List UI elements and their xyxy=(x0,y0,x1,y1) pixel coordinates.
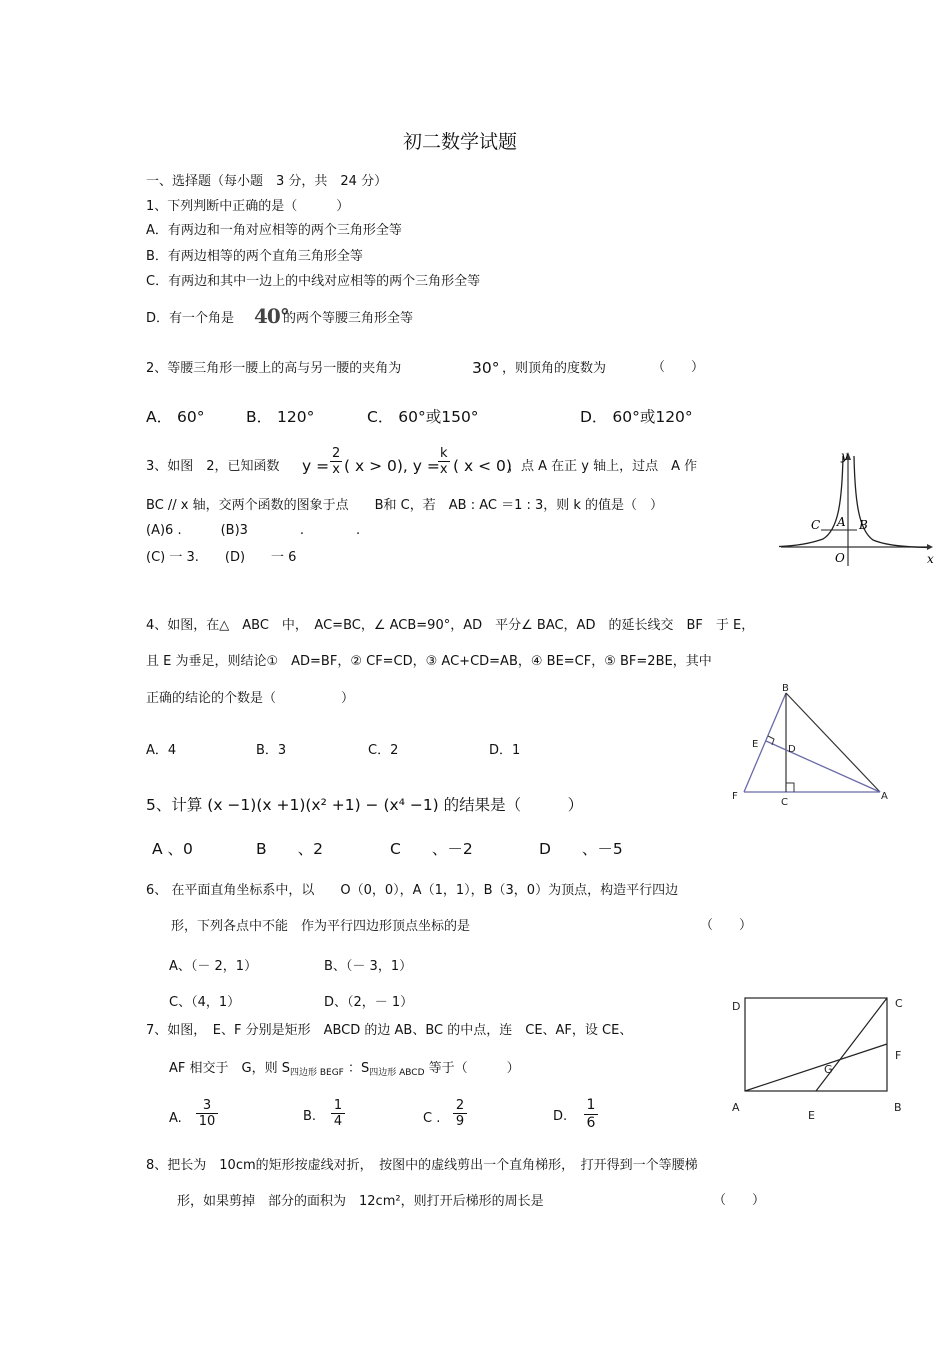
q2-option-b: B． 120° xyxy=(246,408,315,426)
q6-option-b: B、（－ 3，1） xyxy=(324,959,413,974)
q2-tail: ，则顶角的度数为 xyxy=(502,361,607,376)
q7-fraction-d xyxy=(584,1097,598,1132)
q1-option-d-suffix: 的两个等腰三角形全等 xyxy=(283,311,414,326)
q7-option-b: B. xyxy=(303,1109,317,1124)
q3-fraction-2 xyxy=(438,446,450,477)
angle-40-image: 40° xyxy=(254,304,289,328)
q2-option-a: A． 60° xyxy=(146,408,205,426)
q6-paren: （ ） xyxy=(700,918,753,933)
q7-fraction-c xyxy=(453,1098,467,1129)
numerator: 1 xyxy=(584,1097,598,1115)
q7-option-a: A. xyxy=(169,1111,182,1126)
denominator: 9 xyxy=(455,1114,465,1129)
q3-tail: ，点 A 在正 y 轴上，过点 A 作 xyxy=(508,459,698,474)
q8-line1: 8、把长为 10cm的矩形按虚线对折， 按图中的虚线剪出一个直角梯形， 打开得到一个等腰梯 xyxy=(146,1158,698,1173)
q1-option-b: B．有两边相等的两个直角三角形全等 xyxy=(146,249,363,264)
q1-stem: 1、下列判断中正确的是（ ） xyxy=(146,199,350,214)
fig7-c-label: C xyxy=(895,997,903,1010)
q3-y-eq: y = xyxy=(302,457,330,475)
q7-line2-prefix: AF 相交于 G，则 S xyxy=(169,1061,290,1076)
section-heading: 一、选择题（每小题 3 分，共 24 分） xyxy=(146,174,388,189)
q6-line2: 形，下列各点中不能 作为平行四边形顶点坐标的是 xyxy=(171,919,471,934)
q5-option-a: A 、0 xyxy=(152,840,193,858)
q7-sub2: 四边形 ABCD xyxy=(369,1068,425,1078)
numerator: k xyxy=(440,446,448,461)
q2-stem: 2、等腰三角形一腰上的高与另一腰的夹角为 xyxy=(146,361,402,376)
fig7-a-label: A xyxy=(732,1101,740,1114)
fig4-a-label: A xyxy=(881,791,888,802)
denominator: 10 xyxy=(198,1114,216,1129)
fig3-c-label: C xyxy=(811,518,821,532)
q3-fraction-1 xyxy=(330,446,342,477)
q1-option-c: C．有两边和其中一边上的中线对应相等的两个三角形全等 xyxy=(146,274,481,289)
q2-option-c: C． 60°或150° xyxy=(367,408,479,426)
q8-line2: 形，如果剪掉 部分的面积为 12cm²，则打开后梯形的周长是 xyxy=(177,1194,544,1209)
q7-rectangle-figure xyxy=(728,993,918,1123)
q3-line2: BC // x 轴，交两个函数的图象于点 B和 C，若 AB : AC ＝1 : 3，则 k 的值是（ ） xyxy=(146,498,664,513)
fig7-b-label: B xyxy=(894,1101,902,1114)
q4-option-b: B．3 xyxy=(256,743,287,758)
numerator: 2 xyxy=(453,1098,467,1114)
denominator: 6 xyxy=(586,1115,596,1131)
q2-paren: （ ） xyxy=(652,360,705,375)
q5-option-c: C 、－2 xyxy=(390,840,473,858)
q6-option-a: A、（－ 2，1） xyxy=(169,959,258,974)
q7-option-c: C . xyxy=(423,1111,441,1126)
q7-line2 xyxy=(169,1061,520,1081)
numerator: 3 xyxy=(196,1098,218,1114)
q5-option-b: B 、2 xyxy=(256,840,323,858)
q7-option-d: D. xyxy=(553,1109,568,1124)
fig4-e-label: E xyxy=(752,739,759,750)
numerator: 2 xyxy=(332,446,341,461)
numerator: 1 xyxy=(331,1098,345,1114)
q4-option-a: A．4 xyxy=(146,743,177,758)
fig3-o-label: O xyxy=(835,551,845,565)
fig4-d-label: D xyxy=(788,744,796,755)
fig4-c-label: C xyxy=(781,797,788,808)
fig7-d-label: D xyxy=(732,1000,741,1013)
fig7-e-label: E xyxy=(808,1109,815,1122)
q1-option-a: A．有两边和一角对应相等的两个三角形全等 xyxy=(146,223,402,238)
q7-line2-colon: ：S xyxy=(347,1061,370,1076)
q3-condition-2: ( x < 0) xyxy=(453,457,512,475)
fig7-g-label: G xyxy=(824,1063,833,1076)
q6-option-d: D、（2，－ 1） xyxy=(324,995,414,1010)
denominator: x xyxy=(332,462,340,477)
q5-option-d: D 、－5 xyxy=(539,840,623,858)
q6-option-c: C、（4，1） xyxy=(169,995,241,1010)
q4-option-d: D．1 xyxy=(489,743,521,758)
page-title: 初二数学试题 xyxy=(403,131,518,153)
q7-fraction-a xyxy=(196,1098,218,1129)
q4-line3: 正确的结论的个数是（ ） xyxy=(146,691,355,706)
q4-line2: 且 E 为垂足，则结论① AD=BF，② CF=CD，③ AC+CD=AB，④ BE=CF，⑤ BF=2BE，其中 xyxy=(146,654,712,669)
q5-stem: 5、计算 (x −1)(x +1)(x² +1) − (x⁴ −1) 的结果是（ ） xyxy=(146,796,584,814)
q7-sub1: 四边形 BEGF xyxy=(289,1068,344,1078)
denominator: 4 xyxy=(333,1114,343,1129)
q6-stem: 6、 在平面直角坐标系中，以 O（0，0），A（1，1），B（3，0）为顶点，构造平行四边 xyxy=(146,883,679,898)
fig3-y-label: y xyxy=(841,449,848,463)
q4-option-c: C．2 xyxy=(368,743,399,758)
fig3-a-label: A xyxy=(837,515,846,529)
fig4-f-label: F xyxy=(732,791,738,802)
fig3-b-label: B xyxy=(859,518,868,532)
q7-fraction-b xyxy=(331,1098,345,1129)
q3-prefix: 3、如图 2，已知函数 xyxy=(146,459,280,474)
fig4-b-label: B xyxy=(782,683,789,694)
q1-option-d-prefix: D．有一个角是 xyxy=(146,311,235,326)
q3-condition-1: ( x > 0), y = xyxy=(344,457,440,475)
q7-line2-suffix: 等于（ ） xyxy=(428,1061,520,1076)
q7-line1: 7、如图， E、F 分别是矩形 ABCD 的边 AB、BC 的中点，连 CE、AF，设 CE、 xyxy=(146,1023,633,1038)
q2-angle: 30° xyxy=(472,359,500,377)
fig3-x-label: x xyxy=(927,552,934,566)
fig7-f-label: F xyxy=(895,1049,902,1062)
q3-line3: (A)6 . (B)3 . . xyxy=(146,523,361,538)
q2-option-d: D． 60°或120° xyxy=(580,408,693,426)
q8-paren: （ ） xyxy=(713,1193,766,1208)
q3-line4: (C) 一 3. (D) 一 6 xyxy=(146,550,297,565)
q4-triangle-figure xyxy=(730,683,895,808)
q4-line1: 4、如图，在△ ABC 中， AC=BC，∠ ACB=90°，AD 平分∠ BAC，AD 的延长线交 BF 于 E， xyxy=(146,618,755,633)
q3-hyperbola-figure xyxy=(775,448,935,573)
denominator: x xyxy=(439,462,448,477)
